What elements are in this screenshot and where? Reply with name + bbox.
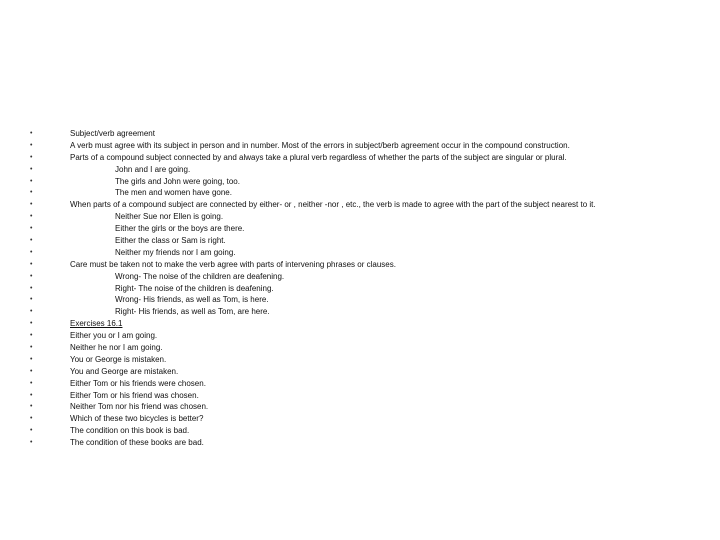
bullet-icon: • [30, 213, 33, 221]
bullet-icon: • [30, 225, 33, 233]
list-item [30, 235, 710, 247]
list-item-text: Either Tom or his friends were chosen. [70, 378, 206, 388]
list-item [30, 176, 710, 188]
exercise-heading: Exercises 16.1 [70, 319, 123, 329]
list-item [30, 413, 710, 425]
list-item [30, 342, 710, 354]
list-item [30, 318, 710, 330]
list-item-text: A verb must agree with its subject in person and in number. Most of the errors in subject/berb agreement occur in the compound construction. [70, 140, 570, 150]
list-item [30, 187, 710, 199]
list-item-text: Neither he nor I am going. [70, 343, 163, 353]
list-item-text: John and I are going. [115, 164, 191, 174]
list-item-text: The condition of these books are bad. [70, 438, 204, 448]
list-item [30, 294, 710, 306]
list-item-text: Neither Tom nor his friend was chosen. [70, 402, 209, 412]
list-item [30, 378, 710, 390]
list-item-text: When parts of a compound subject are connected by either- or , neither -nor , etc., the verb is made to agree with the part of the subject nearest to it. [70, 200, 596, 210]
list-item [30, 354, 710, 366]
bullet-icon: • [30, 296, 33, 304]
list-item [30, 140, 710, 152]
list-item-text: The condition on this book is bad. [70, 426, 190, 436]
bullet-list [30, 128, 710, 449]
list-item-text: Right- The noise of the children is deafening. [115, 283, 274, 293]
bullet-icon: • [30, 153, 33, 161]
list-item-text: Neither my friends nor I am going. [115, 247, 236, 257]
bullet-icon: • [30, 165, 33, 173]
list-item [30, 271, 710, 283]
list-item [30, 259, 710, 271]
list-item [30, 366, 710, 378]
bullet-icon: • [30, 130, 33, 137]
bullet-icon: • [30, 237, 33, 245]
list-item [30, 306, 710, 318]
list-item [30, 211, 710, 223]
bullet-icon: • [30, 355, 33, 363]
list-item [30, 283, 710, 295]
bullet-icon: • [30, 284, 33, 292]
list-item-text: The men and women have gone. [115, 188, 232, 198]
bullet-icon: • [30, 248, 33, 256]
list-item-text: Which of these two bicycles is better? [70, 414, 204, 424]
list-item-text: Neither Sue nor Ellen is going. [115, 212, 224, 222]
list-item-text: Either Tom or his friend was chosen. [70, 390, 199, 400]
list-item [30, 128, 710, 140]
bullet-icon: • [30, 344, 33, 352]
bullet-icon: • [30, 260, 33, 268]
list-item [30, 152, 710, 164]
list-item-text: Care must be taken not to make the verb agree with parts of intervening phrases or clauses. [70, 259, 396, 269]
list-item [30, 425, 710, 437]
bullet-icon: • [30, 332, 33, 340]
bullet-icon: • [30, 177, 33, 185]
bullet-icon: • [30, 403, 33, 411]
bullet-icon: • [30, 272, 33, 280]
list-item [30, 401, 710, 413]
list-item-text: Right- His friends, as well as Tom, are here. [115, 307, 270, 317]
bullet-icon: • [30, 367, 33, 375]
list-item [30, 330, 710, 342]
list-item-text: Parts of a compound subject connected by and always take a plural verb regardless of whether the parts of the subject are singular or plural. [70, 152, 567, 162]
list-item [30, 223, 710, 235]
bullet-icon: • [30, 201, 33, 209]
bullet-icon: • [30, 308, 33, 316]
list-item-text: Either the girls or the boys are there. [115, 224, 245, 234]
list-item [30, 247, 710, 259]
list-item-text: Subject/verb agreement [70, 129, 155, 138]
bullet-icon: • [30, 415, 33, 423]
list-item [30, 199, 710, 211]
bullet-icon: • [30, 391, 33, 399]
list-item-text: Wrong- The noise of the children are deafening. [115, 271, 285, 281]
bullet-icon: • [30, 189, 33, 197]
bullet-icon: • [30, 439, 33, 447]
list-item-text: You and George are mistaken. [70, 366, 179, 376]
list-item-text: Either the class or Sam is right. [115, 236, 226, 246]
list-item [30, 390, 710, 402]
bullet-icon: • [30, 427, 33, 435]
bullet-icon: • [30, 379, 33, 387]
list-item-text: Wrong- His friends, as well as Tom, is here. [115, 295, 269, 305]
bullet-icon: • [30, 320, 33, 328]
list-item-text: You or George is mistaken. [70, 354, 167, 364]
list-item [30, 164, 710, 176]
list-item-text: The girls and John were going, too. [115, 176, 240, 186]
list-item-text: Either you or I am going. [70, 331, 158, 341]
bullet-icon: • [30, 141, 33, 149]
list-item [30, 437, 710, 449]
